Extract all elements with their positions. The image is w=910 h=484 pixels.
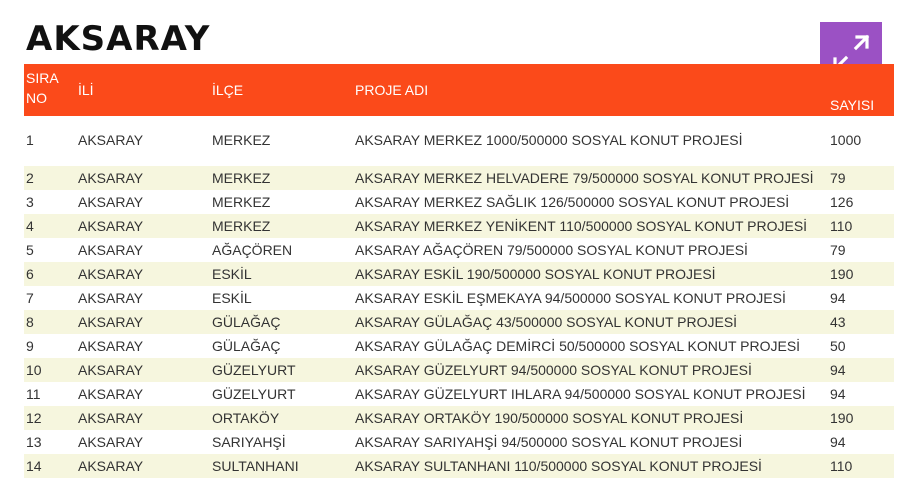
sira-no-cell: 3	[26, 194, 34, 210]
sayisi-cell: 94	[830, 386, 846, 402]
ilce-cell: AĞAÇÖREN	[212, 242, 293, 258]
il-cell: AKSARAY	[76, 214, 210, 238]
il-cell: AKSARAY	[76, 310, 210, 334]
table-row	[24, 430, 894, 454]
proje-adi-cell: AKSARAY GÜLAĞAÇ DEMİRCİ 50/500000 SOSYAL KONUT PROJESİ	[355, 338, 801, 354]
sira-no-cell: 4	[24, 214, 76, 238]
il-cell: AKSARAY	[78, 132, 144, 148]
sira-no-cell: 7	[26, 290, 34, 306]
ilce-cell: MERKEZ	[212, 132, 271, 148]
proje-adi-cell: AKSARAY SARIYAHŞİ 94/500000 SOSYAL KONUT PROJESİ	[355, 434, 743, 450]
ilce-cell: MERKEZ	[212, 194, 271, 210]
proje-adi-cell: AKSARAY GÜLAĞAÇ 43/500000 SOSYAL KONUT PROJESİ	[353, 310, 828, 334]
ilce-cell: MERKEZ	[210, 214, 353, 238]
il-cell: AKSARAY	[78, 434, 144, 450]
table-body	[24, 116, 894, 478]
ilce-cell: SULTANHANI	[210, 454, 353, 478]
sayisi-cell: 50	[830, 338, 846, 354]
proje-adi-cell: AKSARAY ORTAKÖY 190/500000 SOSYAL KONUT PROJESİ	[353, 406, 828, 430]
table-row	[24, 166, 894, 190]
il-cell: AKSARAY	[76, 406, 210, 430]
ilce-cell: ORTAKÖY	[210, 406, 353, 430]
il-cell: AKSARAY	[76, 166, 210, 190]
sayisi-cell: 190	[828, 406, 894, 430]
il-cell: AKSARAY	[78, 290, 144, 306]
sayisi-cell: 1000	[830, 132, 862, 148]
projects-table	[24, 64, 894, 478]
sira-no-cell: 10	[24, 358, 76, 382]
il-cell: AKSARAY	[76, 358, 210, 382]
table-row	[24, 334, 894, 358]
sayisi-cell: 43	[828, 310, 894, 334]
table-row	[24, 310, 894, 334]
table-row	[24, 116, 894, 166]
sira-no-cell: 11	[26, 386, 41, 402]
proje-adi-cell: AKSARAY MERKEZ YENİKENT 110/500000 SOSYAL KONUT PROJESİ	[353, 214, 828, 238]
sayisi-cell: 126	[830, 194, 854, 210]
sira-no-cell: 14	[24, 454, 76, 478]
header-ilce: İLÇE	[210, 64, 353, 116]
sira-no-cell: 9	[26, 338, 34, 354]
il-cell: AKSARAY	[78, 338, 144, 354]
sayisi-cell: 110	[828, 454, 894, 478]
proje-adi-cell: AKSARAY ESKİL EŞMEKAYA 94/500000 SOSYAL KONUT PROJESİ	[355, 290, 786, 306]
proje-adi-cell: AKSARAY GÜZELYURT IHLARA 94/500000 SOSYAL KONUT PROJESİ	[355, 386, 806, 402]
table-row	[24, 214, 894, 238]
ilce-cell: GÜLAĞAÇ	[210, 310, 353, 334]
header-ili: İLİ	[76, 64, 210, 116]
sayisi-cell: 94	[828, 358, 894, 382]
table-row	[24, 190, 894, 214]
sayisi-cell: 190	[828, 262, 894, 286]
sira-no-cell: 12	[24, 406, 76, 430]
sayisi-cell: 79	[828, 166, 894, 190]
proje-adi-cell: AKSARAY MERKEZ 1000/500000 SOSYAL KONUT PROJESİ	[355, 132, 743, 148]
ilce-cell: GÜLAĞAÇ	[212, 338, 281, 354]
ilce-cell: GÜZELYURT	[210, 358, 353, 382]
header-sira-no	[24, 64, 76, 116]
sira-no-cell: 8	[24, 310, 76, 334]
sayisi-cell: 94	[830, 434, 846, 450]
header-sira-line2: NO	[26, 90, 47, 106]
proje-adi-cell: AKSARAY SULTANHANI 110/500000 SOSYAL KONUT PROJESİ	[353, 454, 828, 478]
header-proje-adi: PROJE ADI	[353, 64, 828, 116]
sira-no-cell: 1	[26, 132, 34, 148]
il-cell: AKSARAY	[76, 262, 210, 286]
table-row	[24, 286, 894, 310]
table-row	[24, 382, 894, 406]
sira-no-cell: 2	[24, 166, 76, 190]
table-header-row	[24, 64, 894, 116]
ilce-cell: GÜZELYURT	[212, 386, 296, 402]
header-sayisi: SAYISI	[828, 64, 894, 116]
table-row	[24, 406, 894, 430]
table-row	[24, 262, 894, 286]
ilce-cell: ESKİL	[212, 290, 252, 306]
sayisi-cell: 110	[828, 214, 894, 238]
il-cell: AKSARAY	[78, 386, 144, 402]
proje-adi-cell: AKSARAY AĞAÇÖREN 79/500000 SOSYAL KONUT PROJESİ	[355, 242, 748, 258]
il-cell: AKSARAY	[78, 194, 144, 210]
sira-no-cell: 6	[24, 262, 76, 286]
ilce-cell: ESKİL	[210, 262, 353, 286]
sira-no-cell: 13	[26, 434, 42, 450]
sayisi-cell: 94	[830, 290, 846, 306]
sira-no-cell: 5	[26, 242, 34, 258]
il-cell: AKSARAY	[76, 454, 210, 478]
proje-adi-cell: AKSARAY GÜZELYURT 94/500000 SOSYAL KONUT PROJESİ	[353, 358, 828, 382]
il-cell: AKSARAY	[78, 242, 144, 258]
ilce-cell: SARIYAHŞİ	[212, 434, 286, 450]
proje-adi-cell: AKSARAY ESKİL 190/500000 SOSYAL KONUT PROJESİ	[353, 262, 828, 286]
page-title: AKSARAY	[26, 19, 211, 59]
table-row	[24, 238, 894, 262]
proje-adi-cell: AKSARAY MERKEZ SAĞLIK 126/500000 SOSYAL KONUT PROJESİ	[355, 194, 790, 210]
sayisi-cell: 79	[830, 242, 846, 258]
header-sira-line1: SIRA	[26, 70, 59, 86]
table-row	[24, 454, 894, 478]
proje-adi-cell: AKSARAY MERKEZ HELVADERE 79/500000 SOSYAL KONUT PROJESİ	[353, 166, 828, 190]
ilce-cell: MERKEZ	[210, 166, 353, 190]
table-row	[24, 358, 894, 382]
